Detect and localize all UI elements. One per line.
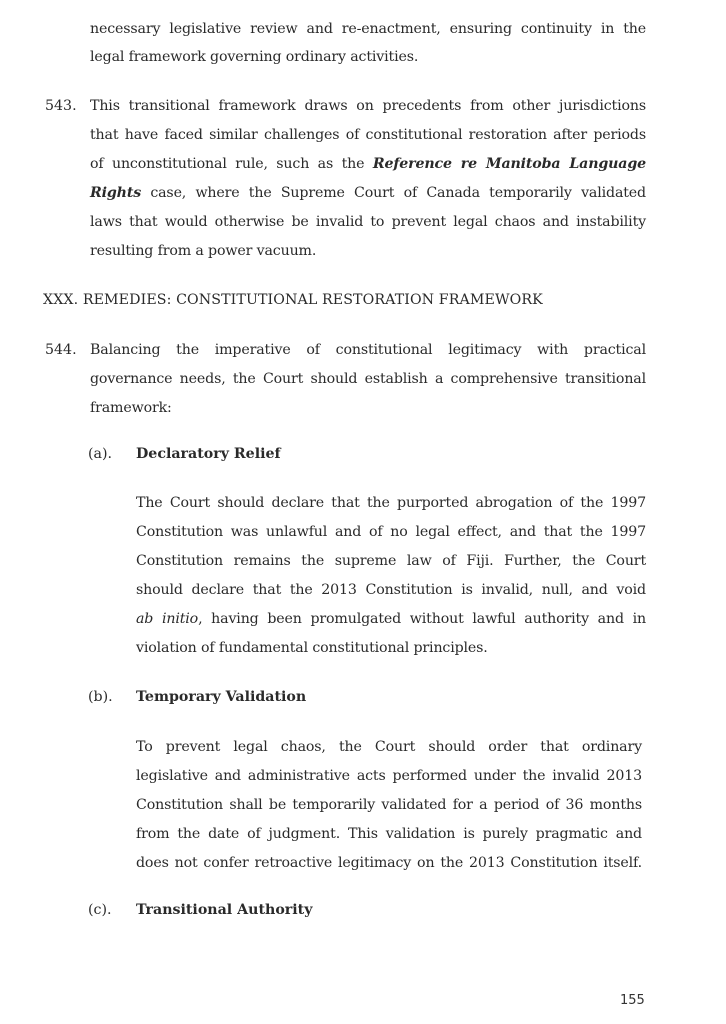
para-543-line-2: that have faced similar challenges of constitutional restoration after periods — [90, 127, 646, 143]
para-543-line-6: resulting from a power vacuum. — [90, 243, 317, 259]
case-citation: Reference re Manitoba Language — [372, 156, 646, 172]
para-543-line-1: This transitional framework draws on precedents from other jurisdictions — [90, 98, 646, 114]
item-a-line-6: violation of fundamental constitutional principles. — [136, 640, 488, 656]
paragraph-number-544: 544. — [45, 342, 77, 358]
item-a-line-1: The Court should declare that the purported abrogation of the 1997 — [136, 495, 646, 511]
continuation-line-2: legal framework governing ordinary activities. — [90, 49, 419, 65]
item-b-label: (b). — [88, 689, 113, 705]
item-b-line-1: To prevent legal chaos, the Court should order that ordinary — [136, 739, 642, 755]
item-b-line-3: Constitution shall be temporarily validated for a period of 36 months — [136, 797, 642, 813]
item-a-title: Declaratory Relief — [136, 446, 281, 462]
paragraph-number-543: 543. — [45, 98, 77, 114]
para-543-line-5: laws that would otherwise be invalid to prevent legal chaos and instability — [90, 214, 646, 230]
item-a-text: , having been promulgated without lawful authority and in — [198, 611, 646, 627]
item-b-line-2: legislative and administrative acts performed under the invalid 2013 — [136, 768, 642, 784]
para-543-line-4 — [90, 184, 646, 202]
latin-phrase: ab initio — [136, 611, 199, 627]
section-heading: XXX. REMEDIES: CONSTITUTIONAL RESTORATION FRAMEWORK — [43, 292, 543, 308]
item-a-line-3: Constitution remains the supreme law of Fiji. Further, the Court — [136, 553, 646, 569]
para-543-text: case, where the Supreme Court of Canada temporarily validated — [141, 185, 646, 201]
item-a-line-2: Constitution was unlawful and of no legal effect, and that the 1997 — [136, 524, 646, 540]
continuation-line-1: necessary legislative review and re-enactment, ensuring continuity in the — [90, 21, 646, 37]
item-b-line-4: from the date of judgment. This validation is purely pragmatic and — [136, 826, 642, 842]
para-544-line-1: Balancing the imperative of constitutional legitimacy with practical — [90, 342, 646, 358]
item-b-line-5: does not confer retroactive legitimacy on the 2013 Constitution itself. — [136, 855, 642, 871]
para-544-line-2: governance needs, the Court should establish a comprehensive transitional — [90, 371, 646, 387]
item-c-title: Transitional Authority — [136, 902, 313, 918]
para-543-text: of unconstitutional rule, such as the — [90, 156, 373, 172]
item-a-line-4: should declare that the 2013 Constitution is invalid, null, and void — [136, 582, 646, 598]
para-543-line-3 — [90, 155, 646, 173]
item-a-label: (a). — [88, 446, 113, 462]
para-544-line-3: framework: — [90, 400, 172, 416]
page-number: 155 — [620, 993, 645, 1008]
case-citation-cont: Rights — [90, 185, 142, 201]
item-b-title: Temporary Validation — [136, 689, 307, 705]
item-a-line-5 — [136, 610, 646, 628]
item-c-label: (c). — [88, 902, 112, 918]
